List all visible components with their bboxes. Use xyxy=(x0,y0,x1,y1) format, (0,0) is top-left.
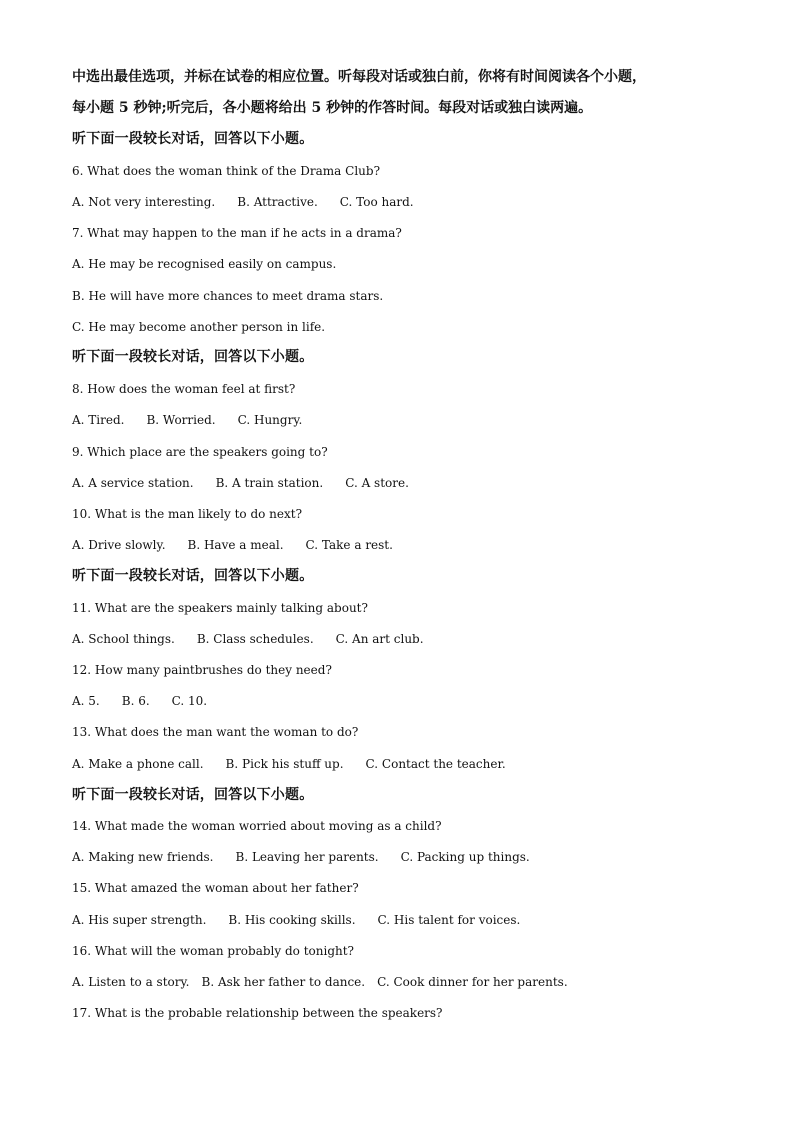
option-c[interactable]: C. An art club. xyxy=(335,632,424,646)
question-15: 15. What amazed the woman about her father? xyxy=(72,881,359,895)
option-c[interactable]: C. Contact the teacher. xyxy=(365,757,506,771)
option-a[interactable]: A. Tired. xyxy=(72,413,125,427)
option-b[interactable]: B. His cooking skills. xyxy=(228,913,356,927)
option-a[interactable]: A. Not very interesting. xyxy=(72,195,216,209)
option-a[interactable]: A. A service station. xyxy=(72,476,194,490)
question-12-options xyxy=(72,693,229,709)
question-6: 6. What does the woman think of the Drama Club? xyxy=(72,164,381,178)
option-b[interactable]: B. Have a meal. xyxy=(187,538,284,552)
option-b[interactable]: B. Leaving her parents. xyxy=(235,850,379,864)
option-a[interactable]: A. Listen to a story. xyxy=(72,975,190,989)
question-10: 10. What is the man likely to do next? xyxy=(72,507,303,521)
option-b[interactable]: B. Worried. xyxy=(146,413,216,427)
option-c[interactable]: C. Hungry. xyxy=(237,413,303,427)
option-b[interactable]: B. Class schedules. xyxy=(196,632,314,646)
option-a[interactable]: A. His super strength. xyxy=(72,913,207,927)
option-a[interactable]: A. Making new friends. xyxy=(72,850,214,864)
instructions-line-2: 每小题 5 秒钟;听完后，各小题将给出 5 秒钟的作答时间。每段对话或独白读两遍。 xyxy=(72,100,593,116)
option-c[interactable]: C. His talent for voices. xyxy=(377,913,521,927)
question-7-option-a[interactable]: A. He may be recognised easily on campus. xyxy=(72,257,337,271)
question-8-options xyxy=(72,412,324,428)
question-13: 13. What does the man want the woman to do? xyxy=(72,725,359,739)
option-c[interactable]: C. Cook dinner for her parents. xyxy=(377,975,568,989)
option-a[interactable]: A. Drive slowly. xyxy=(72,538,166,552)
option-c[interactable]: C. Take a rest. xyxy=(305,538,393,552)
option-a[interactable]: A. Make a phone call. xyxy=(72,757,204,771)
section-heading: 听下面一段较长对话，回答以下小题。 xyxy=(72,131,314,147)
instructions-line-1: 中选出最佳选项，并标在试卷的相应位置。听每段对话或独白前，你将有时间阅读各个小题， xyxy=(72,69,646,85)
option-a[interactable]: A. School things. xyxy=(72,632,175,646)
option-c[interactable]: C. 10. xyxy=(171,694,208,708)
section-heading: 听下面一段较长对话，回答以下小题。 xyxy=(72,568,314,584)
option-b[interactable]: B. 6. xyxy=(121,694,150,708)
section-heading: 听下面一段较长对话，回答以下小题。 xyxy=(72,349,314,365)
option-b[interactable]: B. Attractive. xyxy=(237,195,318,209)
question-8: 8. How does the woman feel at first? xyxy=(72,382,296,396)
question-15-options xyxy=(72,912,542,928)
option-a[interactable]: A. 5. xyxy=(72,694,100,708)
question-11-options xyxy=(72,631,446,647)
section-heading: 听下面一段较长对话，回答以下小题。 xyxy=(72,787,314,803)
question-10-options xyxy=(72,537,415,553)
option-b[interactable]: B. A train station. xyxy=(215,476,324,490)
question-14: 14. What made the woman worried about moving as a child? xyxy=(72,819,442,833)
question-7-option-c[interactable]: C. He may become another person in life. xyxy=(72,320,326,334)
option-b[interactable]: B. Ask her father to dance. xyxy=(201,975,366,989)
question-11: 11. What are the speakers mainly talking about? xyxy=(72,601,368,615)
question-9: 9. Which place are the speakers going to? xyxy=(72,445,328,459)
question-7: 7. What may happen to the man if he acts in a drama? xyxy=(72,226,402,240)
option-c[interactable]: C. Too hard. xyxy=(339,195,414,209)
option-b[interactable]: B. Pick his stuff up. xyxy=(225,757,344,771)
option-c[interactable]: C. Packing up things. xyxy=(400,850,530,864)
question-6-options xyxy=(72,194,436,210)
question-9-options xyxy=(72,475,431,491)
question-16-options xyxy=(72,974,590,990)
question-16: 16. What will the woman probably do tonight? xyxy=(72,944,354,958)
option-c[interactable]: C. A store. xyxy=(345,476,409,490)
question-12: 12. How many paintbrushes do they need? xyxy=(72,663,332,677)
question-17: 17. What is the probable relationship between the speakers? xyxy=(72,1006,443,1020)
question-13-options xyxy=(72,756,528,772)
question-14-options xyxy=(72,849,552,865)
question-7-option-b[interactable]: B. He will have more chances to meet drama stars. xyxy=(72,289,384,303)
